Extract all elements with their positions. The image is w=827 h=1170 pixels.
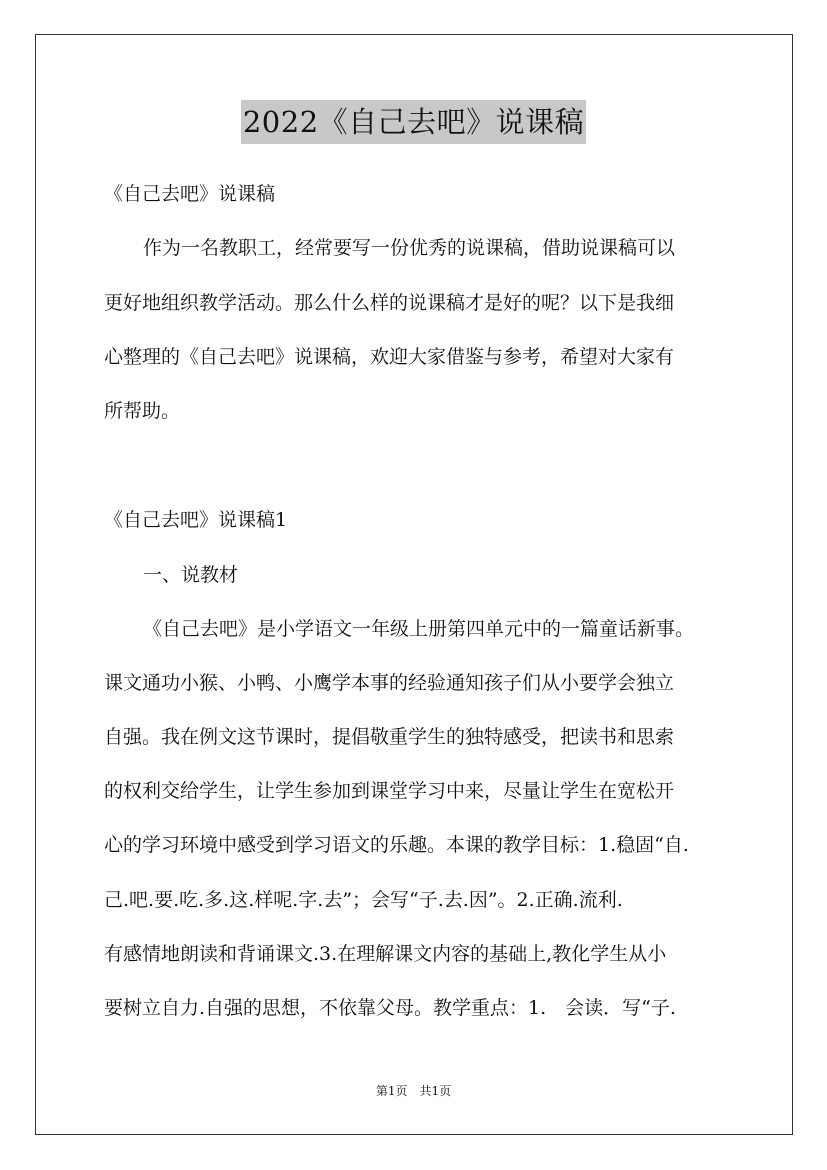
body-line-1: 《自己去吧》是小学语文一年级上册第四单元中的一篇童话新事。 xyxy=(143,618,695,640)
document-title-container xyxy=(0,100,827,144)
document-title: 2022《自己去吧》说课稿 xyxy=(241,100,586,144)
section-heading: 一、说教材 xyxy=(143,564,239,586)
body-line-4: 的权利交给学生，让学生参加到课堂学习中来，尽量让学生在宽松开 xyxy=(104,780,675,802)
document-subtitle: 《自己去吧》说课稿 xyxy=(104,183,276,205)
section-title: 《自己去吧》说课稿1 xyxy=(104,509,288,531)
body-line-8: 要树立自力.自强的思想，不依靠父母。教学重点：1. 会读．写“子. xyxy=(104,997,676,1019)
intro-line-3: 心整理的《自己去吧》说课稿，欢迎大家借鉴与参考，希望对大家有 xyxy=(104,346,675,368)
body-line-6: 己.吧.要.吃.多.这.样呢.字.去”；会写“子.去.因”。2.正确.流利. xyxy=(104,889,623,911)
body-line-2: 课文通功小猴、小鸭、小鹰学本事的经验通知孩子们从小要学会独立 xyxy=(104,672,675,694)
body-line-7: 有感情地朗读和背诵课文.3.在理解课文内容的基础上,教化学生从小 xyxy=(104,943,667,965)
intro-line-4: 所帮助。 xyxy=(104,400,181,422)
intro-line-2: 更好地组织教学活动。那么什么样的说课稿才是好的呢？以下是我细 xyxy=(104,292,675,314)
intro-line-1: 作为一名教职工，经常要写一份优秀的说课稿，借助说课稿可以 xyxy=(143,237,676,259)
body-line-3: 自强。我在例文这节课时，提倡敬重学生的独特感受，把读书和思索 xyxy=(104,726,675,748)
body-line-5: 心的学习环境中感受到学习语文的乐趣。本课的教学目标：1.稳固“自. xyxy=(104,834,689,856)
page-footer: 第1页 共1页 xyxy=(375,1084,452,1098)
